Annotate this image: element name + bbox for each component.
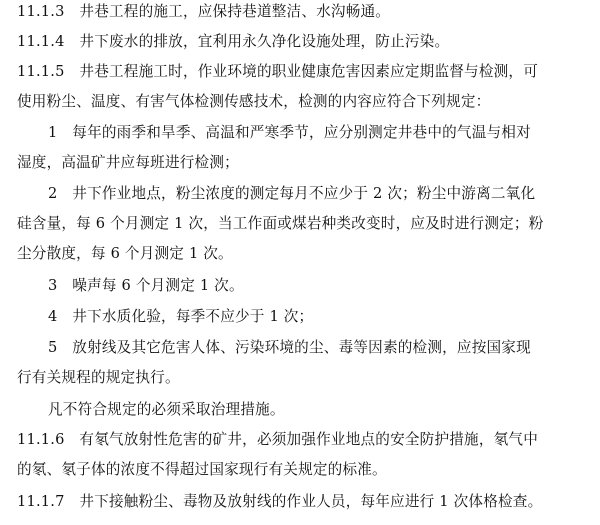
item-2-cont-1: 硅含量，每 6 个月测定 1 次，当工作面或煤岩种类改变时，应及时进行测定；粉 — [17, 215, 544, 232]
closing-note: 凡不符合规定的必须采取治理措施。 — [48, 401, 285, 418]
item-3: 3 噪声每 6 个月测定 1 次。 — [48, 277, 244, 294]
clause-11-1-4: 11.1.4 井下废水的排放，宜利用永久净化设施处理，防止污染。 — [17, 33, 450, 50]
item-4: 4 井下水质化验，每季不应少于 1 次； — [48, 308, 314, 325]
clause-11-1-6: 11.1.6 有氡气放射性危害的矿井，必须加强作业地点的安全防护措施，氡气中 — [17, 431, 539, 448]
item-1-cont: 湿度，高温矿井应每班进行检测； — [17, 154, 239, 171]
item-2: 2 井下作业地点，粉尘浓度的测定每月不应少于 2 次；粉尘中游离二氧化 — [48, 185, 536, 202]
clause-11-1-6-cont: 的氡、氡子体的浓度不得超过国家现行有关规定的标准。 — [17, 461, 387, 478]
clause-11-1-3: 11.1.3 井巷工程的施工，应保持巷道整洁、水沟畅通。 — [17, 3, 391, 20]
clause-11-1-5-cont: 使用粉尘、温度、有害气体检测传感技术，检测的内容应符合下列规定： — [17, 93, 491, 110]
item-5-cont: 行有关规程的规定执行。 — [17, 369, 180, 386]
item-5: 5 放射线及其它危害人体、污染环境的尘、毒等因素的检测，应按国家现 — [48, 339, 531, 356]
item-2-cont-2: 尘分散度，每 6 个月测定 1 次。 — [17, 245, 233, 262]
clause-11-1-5: 11.1.5 井巷工程施工时，作业环境的职业健康危害因素应定期监督与检测，可 — [17, 63, 539, 80]
item-1: 1 每年的雨季和旱季、高温和严寒季节，应分别测定井巷中的气温与相对 — [48, 124, 531, 141]
clause-11-1-7: 11.1.7 井下接触粉尘、毒物及放射线的作业人员，每年应进行 1 次体格检查。 — [17, 493, 543, 510]
